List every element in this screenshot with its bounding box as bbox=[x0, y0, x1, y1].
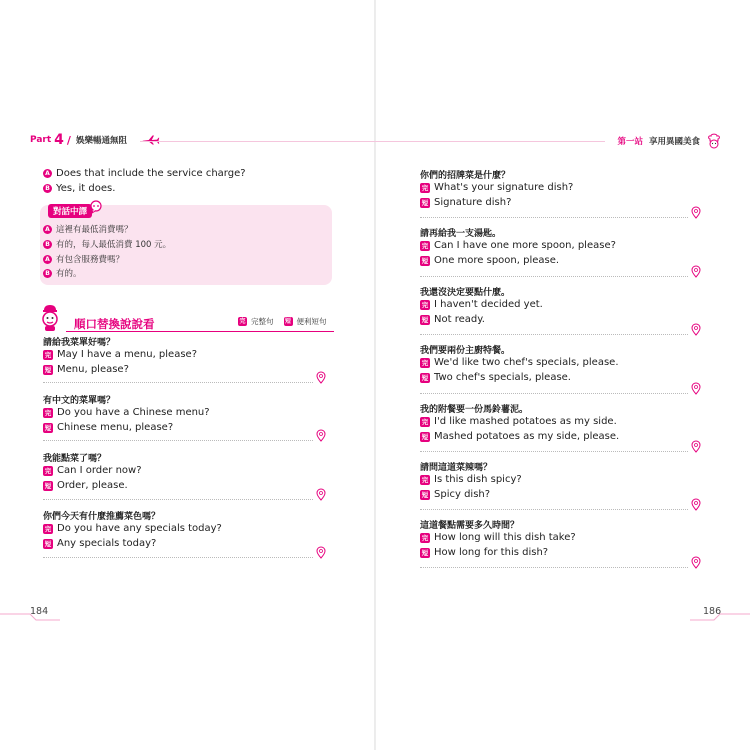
speaker-badge: A bbox=[43, 169, 52, 178]
phrase-short bbox=[43, 538, 156, 549]
phrase-short bbox=[43, 364, 129, 375]
divider bbox=[43, 440, 313, 441]
chapter-header bbox=[617, 133, 722, 149]
right-page bbox=[375, 0, 750, 750]
full-sentence-mark: 完 bbox=[44, 408, 52, 417]
section-title: 順口替換說說看 bbox=[74, 317, 155, 331]
legend bbox=[238, 316, 327, 327]
phrase-short bbox=[420, 547, 548, 558]
phrase-chinese: 請問這道菜辣嗎？ bbox=[420, 463, 493, 473]
part-header bbox=[30, 133, 160, 147]
phrase-short-text: Mashed potatoes as my side, please. bbox=[434, 431, 620, 442]
phrase-short-text: Two chef's specials, please. bbox=[434, 372, 571, 383]
speaker-badge: A bbox=[43, 225, 52, 234]
phrase-full bbox=[420, 532, 576, 543]
divider bbox=[420, 509, 688, 510]
divider bbox=[43, 382, 313, 383]
phrase-full-text: We'd like two chef's specials, please. bbox=[434, 357, 619, 368]
section-underline bbox=[66, 331, 334, 332]
location-pin-icon bbox=[691, 440, 701, 454]
dialogue-text: Does that include the service charge? bbox=[56, 168, 246, 179]
phrase-full-text: Do you have any specials today? bbox=[57, 523, 222, 534]
translation-tag: 對話中譯 bbox=[48, 204, 92, 218]
full-sentence-mark: 完 bbox=[421, 417, 429, 426]
divider bbox=[420, 393, 688, 394]
dialogue-line bbox=[43, 183, 115, 194]
mascot-icon bbox=[38, 304, 62, 332]
phrase-short-text: Not ready. bbox=[434, 314, 485, 325]
phrase-full bbox=[43, 407, 210, 418]
dialogue-text: Yes, it does. bbox=[56, 183, 116, 194]
full-sentence-mark: 完 bbox=[44, 350, 52, 359]
location-pin-icon bbox=[691, 498, 701, 512]
chapter-number: 第一站 bbox=[617, 137, 643, 147]
divider bbox=[420, 276, 688, 277]
full-sentence-mark: 完 bbox=[44, 466, 52, 475]
short-phrase-mark: 短 bbox=[44, 539, 52, 548]
header-rule bbox=[375, 141, 605, 142]
location-pin-icon bbox=[691, 206, 701, 220]
location-pin-icon bbox=[691, 265, 701, 279]
full-sentence-mark: 完 bbox=[421, 475, 429, 484]
translation-text: 有的，每人最低消費 100 元。 bbox=[56, 240, 172, 250]
dialogue-line bbox=[43, 168, 246, 179]
location-pin-icon bbox=[316, 488, 326, 502]
phrase-short bbox=[43, 480, 128, 491]
phrase-short bbox=[420, 255, 559, 266]
phrase-short-text: How long for this dish? bbox=[434, 547, 549, 558]
translation-text: 有的。 bbox=[56, 269, 82, 279]
phrase-short-text: Chinese menu, please? bbox=[57, 422, 174, 433]
phrase-short-text: Signature dish? bbox=[434, 197, 512, 208]
phrase-full bbox=[43, 465, 142, 476]
phrase-short-text: One more spoon, please. bbox=[434, 255, 560, 266]
phrase-full-text: Can I order now? bbox=[57, 465, 142, 476]
phrase-short bbox=[420, 372, 571, 383]
part-title: 娛樂暢通無阻 bbox=[75, 136, 127, 146]
page-number: 186 bbox=[703, 606, 722, 617]
speech-bubble-icon bbox=[89, 200, 103, 214]
page-number: 184 bbox=[30, 606, 49, 617]
chef-icon bbox=[706, 133, 722, 149]
part-word: Part bbox=[30, 135, 52, 145]
phrase-full bbox=[420, 240, 616, 251]
divider bbox=[420, 217, 688, 218]
phrase-full bbox=[420, 357, 619, 368]
translation-line bbox=[43, 253, 124, 265]
phrase-short-text: Menu, please? bbox=[57, 364, 129, 375]
phrase-chinese: 我們要兩份主廚特餐。 bbox=[420, 346, 511, 356]
short-phrase-mark: 短 bbox=[421, 198, 429, 207]
full-sentence-mark: 完 bbox=[239, 318, 246, 325]
phrase-chinese: 有中文的菜單嗎？ bbox=[43, 396, 116, 406]
short-phrase-mark: 短 bbox=[421, 315, 429, 324]
part-number: 4 bbox=[54, 132, 64, 148]
divider bbox=[420, 567, 688, 568]
short-phrase-mark: 短 bbox=[44, 365, 52, 374]
speaker-badge: B bbox=[43, 269, 52, 278]
phrase-short-text: Order, please. bbox=[57, 480, 128, 491]
phrase-full-text: How long will this dish take? bbox=[434, 532, 576, 543]
phrase-chinese: 我能點菜了嗎？ bbox=[43, 454, 107, 464]
translation-line bbox=[43, 267, 82, 279]
full-sentence-mark: 完 bbox=[421, 533, 429, 542]
phrase-short bbox=[420, 197, 511, 208]
phrase-full-text: May I have a menu, please? bbox=[57, 349, 198, 360]
phrase-full bbox=[420, 182, 573, 193]
phrase-full bbox=[420, 474, 522, 485]
short-phrase-mark: 短 bbox=[44, 423, 52, 432]
airplane-icon bbox=[142, 134, 160, 146]
phrase-chinese: 你們今天有什麼推薦菜色嗎？ bbox=[43, 512, 161, 522]
phrase-short bbox=[420, 489, 490, 500]
short-phrase-mark: 短 bbox=[421, 373, 429, 382]
full-sentence-mark: 完 bbox=[421, 300, 429, 309]
short-phrase-mark: 短 bbox=[421, 490, 429, 499]
phrase-chinese: 請給我菜單好嗎？ bbox=[43, 338, 116, 348]
legend-short-label: 便利短句 bbox=[296, 317, 327, 326]
short-phrase-mark: 短 bbox=[421, 256, 429, 265]
divider bbox=[420, 334, 688, 335]
header-rule bbox=[140, 141, 375, 142]
phrase-full bbox=[43, 523, 222, 534]
phrase-full-text: I haven't decided yet. bbox=[434, 299, 543, 310]
phrase-chinese: 請再給我一支湯匙。 bbox=[420, 229, 502, 239]
phrase-short bbox=[43, 422, 173, 433]
full-sentence-mark: 完 bbox=[44, 524, 52, 533]
speaker-badge: B bbox=[43, 240, 52, 249]
phrase-chinese: 你們的招牌菜是什麼？ bbox=[420, 171, 511, 181]
phrase-full-text: Can I have one more spoon, please? bbox=[434, 240, 616, 251]
phrase-chinese: 這道餐點需要多久時間？ bbox=[420, 521, 520, 531]
legend-full-label: 完整句 bbox=[251, 317, 274, 326]
short-phrase-mark: 短 bbox=[44, 481, 52, 490]
phrase-short bbox=[420, 431, 619, 442]
translation-text: 有包含服務費嗎？ bbox=[56, 255, 125, 265]
location-pin-icon bbox=[691, 323, 701, 337]
location-pin-icon bbox=[316, 429, 326, 443]
full-sentence-mark: 完 bbox=[421, 183, 429, 192]
phrase-full bbox=[43, 349, 197, 360]
phrase-full bbox=[420, 299, 543, 310]
location-pin-icon bbox=[691, 556, 701, 570]
location-pin-icon bbox=[316, 546, 326, 560]
full-sentence-mark: 完 bbox=[421, 241, 429, 250]
translation-text: 這裡有最低消費嗎？ bbox=[56, 225, 133, 235]
phrase-chinese: 我還沒決定要點什麼。 bbox=[420, 288, 511, 298]
phrase-full-text: Is this dish spicy? bbox=[434, 474, 522, 485]
phrase-short bbox=[420, 314, 485, 325]
translation-line bbox=[43, 238, 171, 250]
phrase-full-text: What's your signature dish? bbox=[434, 182, 574, 193]
phrase-full-text: I'd like mashed potatoes as my side. bbox=[434, 416, 617, 427]
short-phrase-mark: 短 bbox=[284, 318, 291, 325]
phrase-short-text: Any specials today? bbox=[57, 538, 157, 549]
phrase-full bbox=[420, 416, 617, 427]
speaker-badge: B bbox=[43, 184, 52, 193]
location-pin-icon bbox=[316, 371, 326, 385]
divider bbox=[43, 499, 313, 500]
translation-line bbox=[43, 223, 133, 235]
chapter-title: 享用異國美食 bbox=[648, 137, 700, 147]
short-phrase-mark: 短 bbox=[421, 548, 429, 557]
full-sentence-mark: 完 bbox=[421, 358, 429, 367]
divider bbox=[420, 451, 688, 452]
divider bbox=[43, 557, 313, 558]
phrase-full-text: Do you have a Chinese menu? bbox=[57, 407, 210, 418]
part-slash: / bbox=[66, 133, 71, 147]
speaker-badge: A bbox=[43, 255, 52, 264]
location-pin-icon bbox=[691, 382, 701, 396]
short-phrase-mark: 短 bbox=[421, 432, 429, 441]
phrase-chinese: 我的附餐要一份馬鈴薯泥。 bbox=[420, 405, 529, 415]
phrase-short-text: Spicy dish? bbox=[434, 489, 491, 500]
